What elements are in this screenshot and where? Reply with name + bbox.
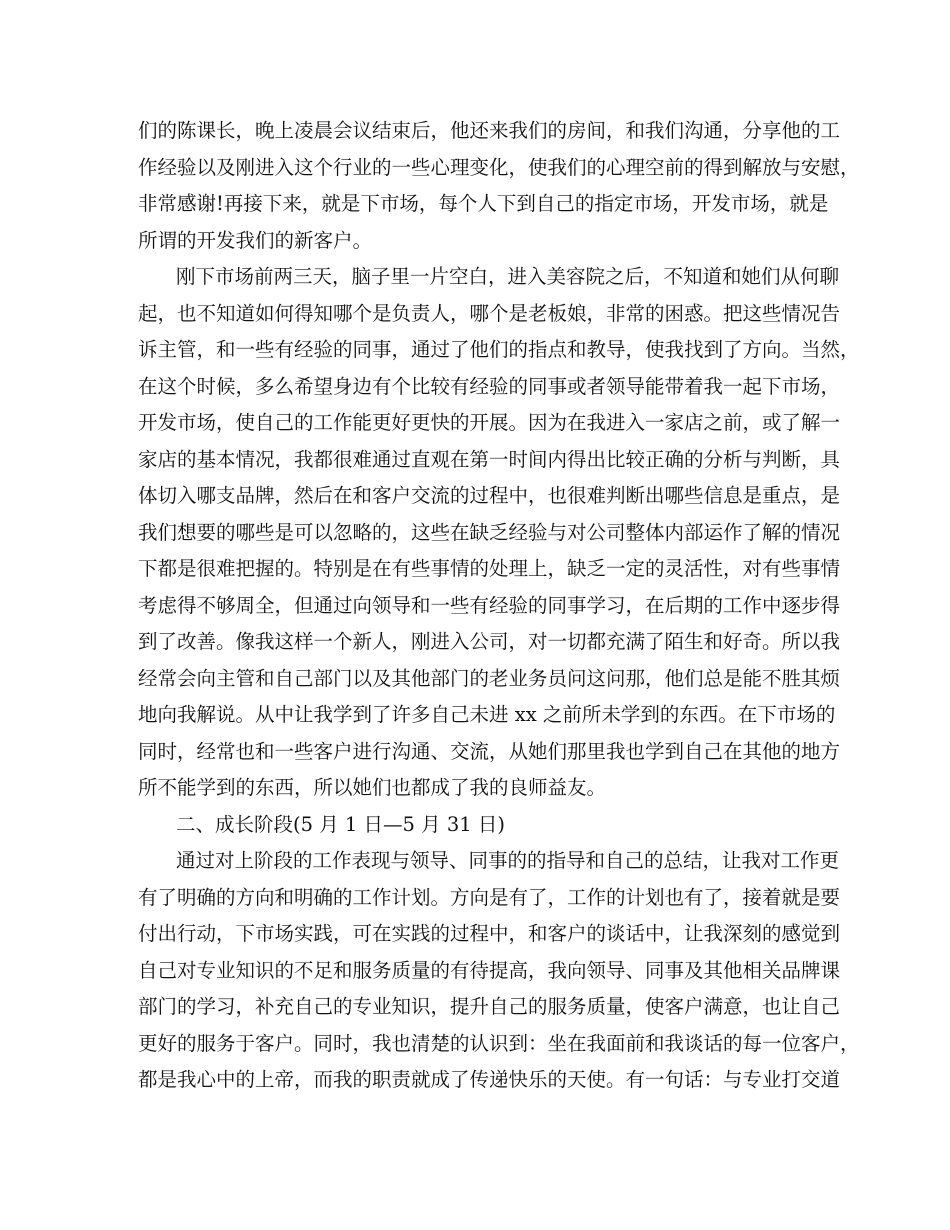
text-line: 到了改善。像我这样一个新人，刚进入公司，对一切都充满了陌生和好奇。所以我	[138, 630, 841, 653]
paragraph-first-line: 刚下市场前两三天，脑子里一片空白，进入美容院之后，不知道和她们从何聊	[176, 265, 840, 288]
text-line: 付出行动，下市场实践，可在实践的过程中，和客户的谈话中，让我深刻的感觉到	[138, 922, 841, 945]
text-line: 更好的服务于客户。同时，我也清楚的认识到：坐在我面前和我谈话的每一位客户，	[138, 1031, 860, 1055]
text-line: 在这个时候，多么希望身边有个比较有经验的同事或者领导能带着我一起下市场，	[138, 374, 841, 398]
text-line: 考虑得不够周全，但通过向领导和一些有经验的同事学习，在后期的工作中逐步得	[138, 593, 841, 617]
text-line: 自己对专业知识的不足和服务质量的有待提高，我向领导、同事及其他相关品牌课	[138, 958, 841, 982]
text-line: 经常会向主管和自己部门以及其他部门的老业务员问这问那，他们总是能不胜其烦	[138, 666, 841, 690]
text-line: 有了明确的方向和明确的工作计划。方向是有了，工作的计划也有了，接着就是要	[138, 885, 841, 909]
section-heading: 二、成长阶段(5 月 1 日—5 月 31 日)	[176, 812, 505, 836]
text-line: 同时，经常也和一些客户进行沟通、交流，从她们那里我也学到自己在其他的地方	[138, 739, 841, 763]
text-line: 下都是很难把握的。特别是在有些事情的处理上，缺乏一定的灵活性，对有些事情	[138, 557, 841, 580]
text-line: 们的陈课长，晚上凌晨会议结束后，他还来我们的房间，和我们沟通，分享他的工	[138, 119, 841, 142]
text-line: 开发市场，使自己的工作能更好更快的开展。因为在我进入一家店之前，或了解一	[138, 411, 841, 434]
text-line: 家店的基本情况，我都很难通过直观在第一时间内得出比较正确的分析与判断，具	[138, 447, 841, 471]
text-line: 地向我解说。从中让我学到了许多自己未进 xx 之前所未学到的东西。在下市场的	[138, 703, 836, 726]
text-line: 作经验以及刚进入这个行业的一些心理变化，使我们的心理空前的得到解放与安慰，	[138, 155, 860, 179]
text-line: 起，也不知道如何得知哪个是负责人，哪个是老板娘，非常的困惑。把这些情况告	[138, 301, 841, 325]
text-line: 所不能学到的东西，所以她们也都成了我的良师益友。	[138, 776, 607, 799]
text-line: 诉主管，和一些有经验的同事，通过了他们的指点和教导，使我找到了方向。当然，	[138, 338, 860, 361]
text-line: 都是我心中的上帝，而我的职责就成了传递快乐的天使。有一句话：与专业打交道	[138, 1068, 841, 1091]
paragraph-first-line: 通过对上阶段的工作表现与领导、同事的的指导和自己的总结，让我对工作更	[176, 849, 840, 872]
text-line: 我们想要的哪些是可以忽略的，这些在缺乏经验与对公司整体内部运作了解的情况	[138, 520, 841, 544]
document-body	[138, 113, 860, 1099]
text-line: 非常感谢!再接下来，就是下市场，每个人下到自己的指定市场，开发市场，就是	[138, 192, 829, 215]
text-line: 部门的学习，补充自己的专业知识，提升自己的服务质量，使客户满意，也让自己	[138, 995, 841, 1018]
text-line: 体切入哪支品牌，然后在和客户交流的过程中，也很难判断出哪些信息是重点，是	[138, 484, 841, 507]
text-line: 所谓的开发我们的新客户。	[138, 228, 373, 252]
